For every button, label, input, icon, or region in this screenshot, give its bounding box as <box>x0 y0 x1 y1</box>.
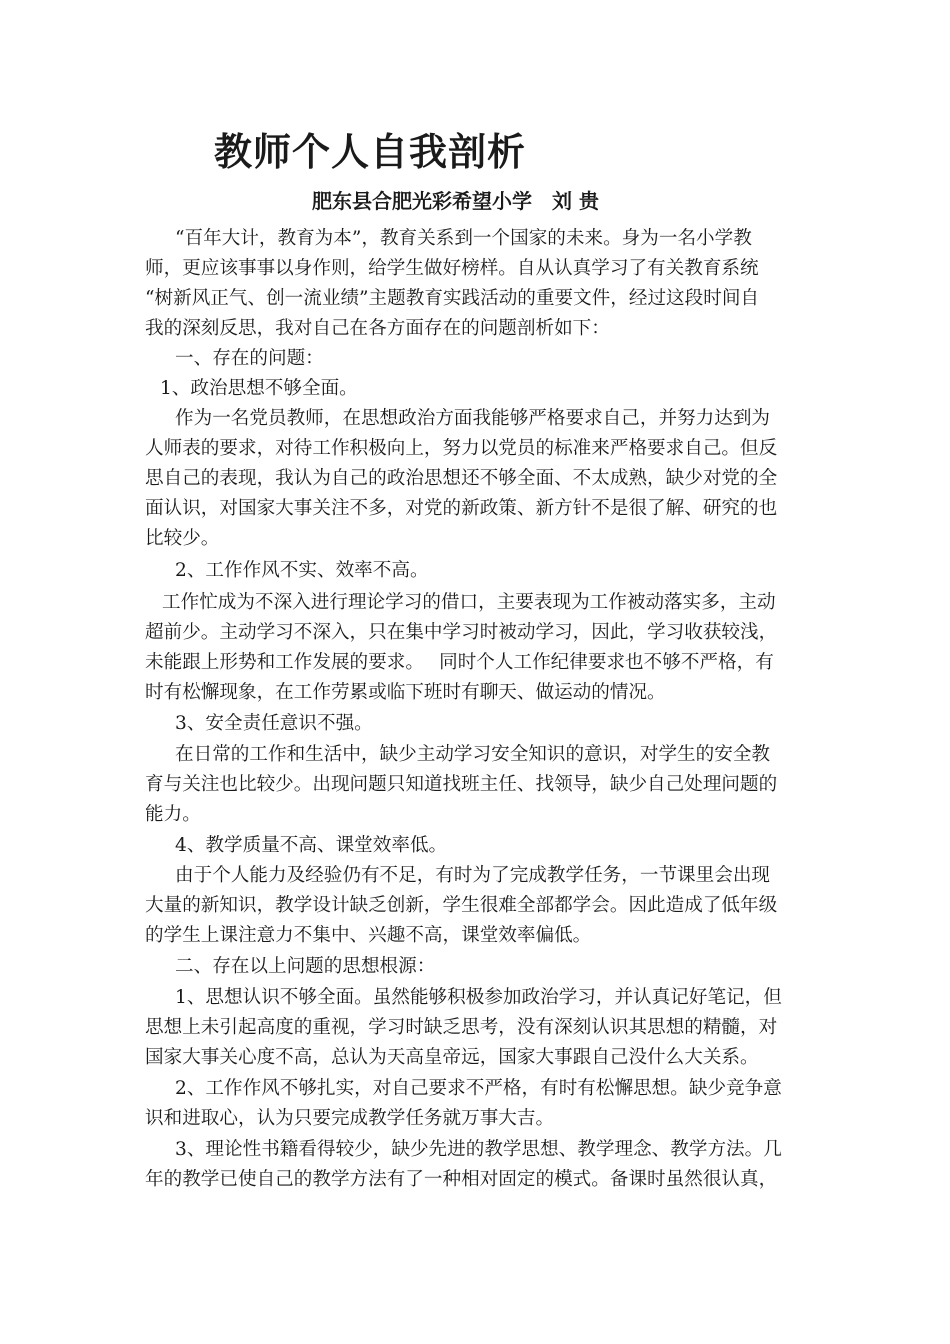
body-line: 思自己的表现，我认为自己的政治思想还不够全面、不太成熟，缺少对党的全 <box>145 468 778 489</box>
body-line: 比较少。 <box>145 528 220 549</box>
body-line: 师，更应该事事以身作则，给学生做好榜样。自从认真学习了有关教育系统 <box>145 258 759 279</box>
body-line: 超前少。主动学习不深入，只在集中学习时被动学习，因此，学习收获较浅， <box>145 622 778 643</box>
body-line: “百年大计，教育为本”，教育关系到一个国家的未来。身为一名小学教 <box>175 228 752 249</box>
body-line: 能力。 <box>145 804 201 825</box>
body-line: 2、工作作风不够扎实，对自己要求不严格，有时有松懈思想。缺少竞争意 <box>175 1078 782 1099</box>
body-line: 作为一名党员教师，在思想政治方面我能够严格要求自己，并努力达到为 <box>175 408 771 429</box>
body-line: 识和进取心，认为只要完成教学任务就万事大吉。 <box>145 1108 555 1129</box>
body-line: 大量的新知识，教学设计缺乏创新，学生很难全部都学会。因此造成了低年级 <box>145 895 778 916</box>
document-title: 教师个人自我剖析 <box>214 130 527 174</box>
body-line: 1、政治思想不够全面。 <box>160 378 358 399</box>
body-line: 未能跟上形势和工作发展的要求。 同时个人工作纪律要求也不够不严格，有 <box>145 652 774 673</box>
body-line: 我的深刻反思，我对自己在各方面存在的问题剖析如下： <box>145 318 610 339</box>
body-line: 在日常的工作和生活中，缺少主动学习安全知识的意识，对学生的安全教 <box>175 744 771 765</box>
body-line: 2、工作作风不实、效率不高。 <box>175 560 429 581</box>
body-line: 思想上未引起高度的重视，学习时缺乏思考，没有深刻认识其思想的精髓，对 <box>145 1017 778 1038</box>
body-line: 一、存在的问题： <box>175 348 324 369</box>
body-line: 国家大事关心度不高，总认为天高皇帝远，国家大事跟自己没什么大关系。 <box>145 1047 759 1068</box>
body-line: “树新风正气、创一流业绩”主题教育实践活动的重要文件，经过这段时间自 <box>145 288 760 309</box>
body-line: 工作忙成为不深入进行理论学习的借口，主要表现为工作被动落实多，主动 <box>162 592 776 613</box>
body-line: 1、思想认识不够全面。虽然能够积极参加政治学习，并认真记好笔记，但 <box>175 987 782 1008</box>
body-line: 面认识，对国家大事关注不多，对党的新政策、新方针不是很了解、研究的也 <box>145 498 778 519</box>
body-line: 人师表的要求，对待工作积极向上，努力以党员的标准来严格要求自己。但反 <box>145 438 778 459</box>
body-line: 时有松懈现象，在工作劳累或临下班时有聊天、做运动的情况。 <box>145 682 666 703</box>
body-line: 3、安全责任意识不强。 <box>175 713 373 734</box>
body-line: 二、存在以上问题的思想根源： <box>175 956 436 977</box>
body-line: 由于个人能力及经验仍有不足，有时为了完成教学任务，一节课里会出现 <box>175 865 771 886</box>
body-line: 4、教学质量不高、课堂效率低。 <box>175 835 448 856</box>
author-line: 肥东县合肥光彩希望小学 刘 贵 <box>312 189 599 213</box>
body-line: 年的教学已使自己的教学方法有了一种相对固定的模式。备课时虽然很认真， <box>145 1169 778 1190</box>
body-line: 3、理论性书籍看得较少，缺少先进的教学思想、教学理念、教学方法。几 <box>175 1139 782 1160</box>
body-line: 育与关注也比较少。出现问题只知道找班主任、找领导，缺少自己处理问题的 <box>145 774 778 795</box>
body-line: 的学生上课注意力不集中、兴趣不高，课堂效率偏低。 <box>145 925 592 946</box>
